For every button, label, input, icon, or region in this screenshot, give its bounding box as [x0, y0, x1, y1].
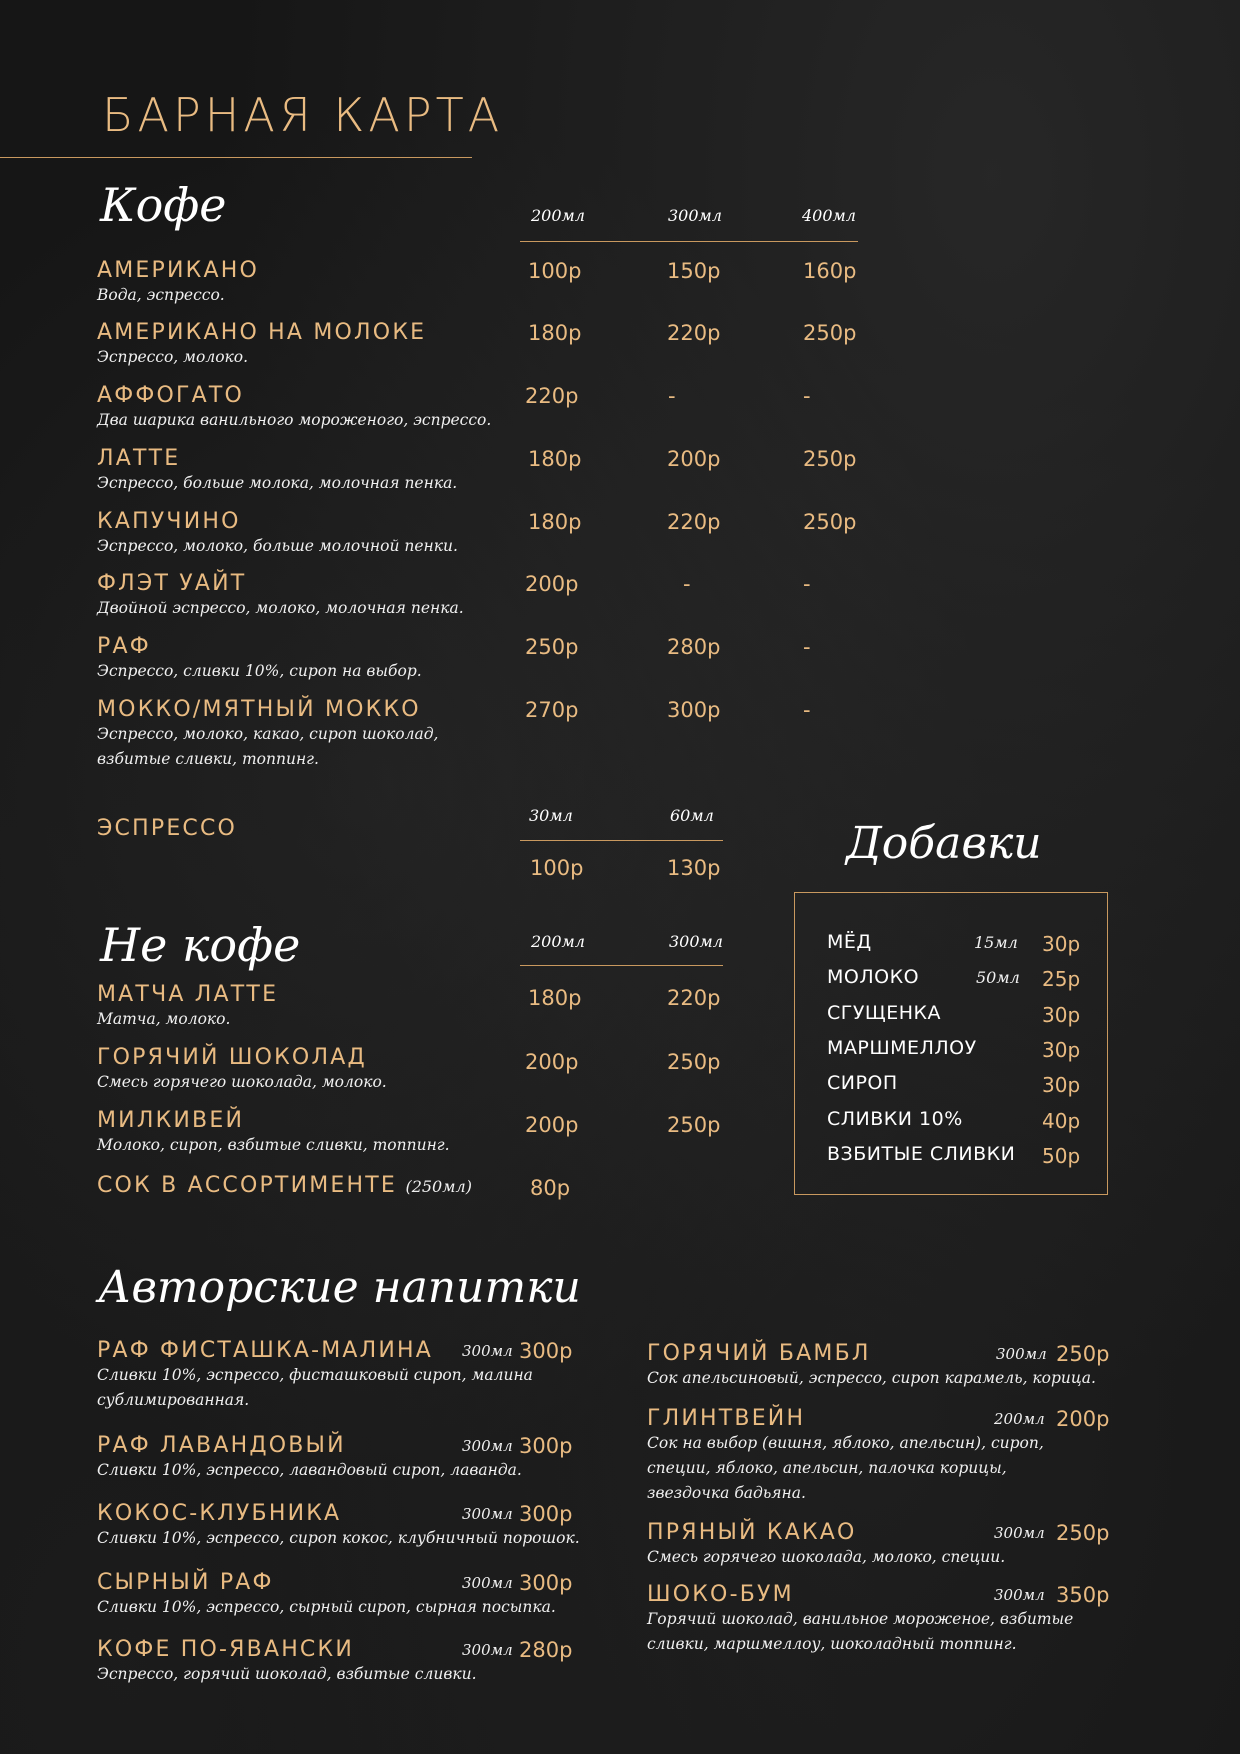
- additive-name: СГУЩЕНКА: [827, 1002, 941, 1024]
- price-300: 150р: [667, 259, 721, 283]
- item-desc: Матча, молоко.: [97, 1010, 231, 1028]
- additive-name: МАРШМЕЛЛОУ: [827, 1037, 977, 1059]
- price-200: 200р: [525, 572, 579, 596]
- juice-price: 80р: [530, 1176, 571, 1200]
- item-name: КОФЕ ПО-ЯВАНСКИ: [97, 1637, 354, 1662]
- additive-name: СИРОП: [827, 1072, 898, 1094]
- additive-volume: 15мл: [974, 933, 1018, 952]
- item-volume: 300мл: [994, 1524, 1045, 1542]
- item-name: ГОРЯЧИЙ БАМБЛ: [647, 1341, 871, 1366]
- price-300: 200р: [667, 447, 721, 471]
- price-300: 300р: [667, 698, 721, 722]
- not-coffee-heading: Не кофе: [100, 918, 301, 972]
- price-200: 180р: [528, 447, 582, 471]
- item-name: ШОКО-БУМ: [647, 1582, 794, 1607]
- price-200: 180р: [528, 321, 582, 345]
- item-desc: Эспрессо, молоко, больше молочной пенки.: [97, 537, 458, 555]
- item-price: 200р: [1056, 1407, 1110, 1431]
- espresso-size-60: 60мл: [670, 806, 714, 825]
- coffee-heading: Кофе: [100, 178, 227, 232]
- additive-price: 30р: [1042, 1003, 1081, 1027]
- item-desc: Сливки 10%, эспрессо, фисташковый сироп, малина сублимированная.: [97, 1366, 533, 1409]
- price-400: -: [803, 698, 811, 722]
- item-volume: 300мл: [994, 1586, 1045, 1604]
- price-300: 280р: [667, 635, 721, 659]
- espresso-size-30: 30мл: [529, 806, 573, 825]
- price-400: -: [803, 572, 811, 596]
- item-price: 300р: [519, 1339, 573, 1363]
- not-coffee-size-200: 200мл: [531, 932, 585, 951]
- menu-item: [97, 446, 457, 496]
- price-200: 200р: [525, 1113, 579, 1137]
- item-volume: 300мл: [996, 1345, 1047, 1363]
- item-name: МОККО/МЯТНЫЙ МОККО: [97, 697, 421, 722]
- item-volume: 300мл: [462, 1505, 513, 1523]
- item-name: КОКОС-КЛУБНИКА: [97, 1501, 342, 1526]
- menu-item: [97, 982, 278, 1032]
- menu-item: [97, 258, 259, 308]
- espresso-price-30: 100р: [530, 856, 584, 880]
- price-200: 220р: [525, 384, 579, 408]
- item-name: АФФОГАТО: [97, 383, 245, 408]
- additive-name: СЛИВКИ 10%: [827, 1108, 963, 1130]
- juice-item: [97, 1173, 472, 1198]
- item-name: РАФ ЛАВАНДОВЫЙ: [97, 1433, 346, 1458]
- coffee-size-300: 300мл: [668, 206, 722, 225]
- item-name: ГЛИНТВЕЙН: [647, 1406, 806, 1431]
- additive-price: 50р: [1042, 1144, 1081, 1168]
- item-name: ГОРЯЧИЙ ШОКОЛАД: [97, 1045, 367, 1070]
- item-price: 300р: [519, 1502, 573, 1526]
- signature-item: [97, 1637, 477, 1687]
- item-name: ФЛЭТ УАЙТ: [97, 571, 247, 596]
- menu-item: [97, 509, 458, 559]
- item-desc: Сливки 10%, эспрессо, сырный сироп, сырная посыпка.: [97, 1598, 556, 1616]
- espresso-name: ЭСПРЕССО: [97, 816, 238, 841]
- item-desc: Вода, эспрессо.: [97, 286, 225, 304]
- espresso-price-60: 130р: [667, 856, 721, 880]
- item-name: ПРЯНЫЙ КАКАО: [647, 1520, 857, 1545]
- signature-heading: Авторские напитки: [98, 1262, 581, 1313]
- price-300: -: [683, 572, 691, 596]
- item-name: МАТЧА ЛАТТЕ: [97, 982, 279, 1007]
- item-desc: Эспрессо, молоко.: [97, 348, 249, 366]
- item-desc: Смесь горячего шоколада, молоко, специи.: [647, 1548, 1006, 1566]
- item-name: СОК В АССОРТИМЕНТЕ: [97, 1173, 397, 1198]
- item-volume: (250мл): [405, 1177, 472, 1196]
- price-200: 200р: [525, 1050, 579, 1074]
- price-400: -: [803, 384, 811, 408]
- item-name: АМЕРИКАНО НА МОЛОКЕ: [97, 320, 427, 345]
- item-name: АМЕРИКАНО: [97, 258, 259, 283]
- menu-item: [97, 1108, 450, 1158]
- title-underline: [0, 157, 472, 158]
- price-400: 250р: [803, 510, 857, 534]
- price-300: 220р: [667, 321, 721, 345]
- item-price: 250р: [1056, 1342, 1110, 1366]
- price-300: 220р: [667, 510, 721, 534]
- item-desc: Молоко, сироп, взбитые сливки, топпинг.: [97, 1136, 450, 1154]
- page-title: БАРНАЯ КАРТА: [102, 88, 504, 142]
- price-300: 220р: [667, 986, 721, 1010]
- price-400: -: [803, 635, 811, 659]
- additive-volume: 50мл: [976, 968, 1020, 987]
- additive-name: МОЛОКО: [827, 966, 920, 988]
- item-name: МИЛКИВЕЙ: [97, 1108, 245, 1133]
- item-volume: 300мл: [462, 1574, 513, 1592]
- price-400: 250р: [803, 321, 857, 345]
- item-desc: Двойной эспрессо, молоко, молочная пенка.: [97, 599, 464, 617]
- additive-price: 30р: [1042, 932, 1081, 956]
- menu-item: [97, 320, 426, 370]
- additive-name: МЁД: [827, 931, 872, 953]
- item-price: 250р: [1056, 1521, 1110, 1545]
- item-price: 300р: [519, 1434, 573, 1458]
- price-400: 160р: [803, 259, 857, 283]
- item-desc: Смесь горячего шоколада, молоко.: [97, 1073, 387, 1091]
- price-300: 250р: [667, 1113, 721, 1137]
- item-desc: Сок апельсиновый, эспрессо, сироп карамель, корица.: [647, 1369, 1096, 1387]
- coffee-size-400: 400мл: [802, 206, 856, 225]
- menu-item: [97, 383, 491, 433]
- item-volume: 200мл: [994, 1410, 1045, 1428]
- additives-heading: Добавки: [846, 818, 1042, 869]
- item-name: РАФ: [97, 634, 151, 659]
- signature-item: [97, 1433, 522, 1483]
- additive-price: 30р: [1042, 1073, 1081, 1097]
- item-desc: Эспрессо, молоко, какао, сироп шоколад, взбитые сливки, топпинг.: [97, 725, 439, 768]
- item-price: 300р: [519, 1571, 573, 1595]
- not-coffee-size-divider: [520, 965, 723, 966]
- item-name: КАПУЧИНО: [97, 509, 241, 534]
- item-volume: 300мл: [462, 1437, 513, 1455]
- menu-item: [97, 571, 464, 621]
- price-400: 250р: [803, 447, 857, 471]
- item-name: РАФ ФИСТАШКА-МАЛИНА: [97, 1338, 434, 1363]
- item-desc: Два шарика ванильного мороженого, эспрессо.: [97, 411, 492, 429]
- item-name: ЛАТТЕ: [97, 446, 181, 471]
- coffee-size-divider: [520, 241, 858, 242]
- not-coffee-size-300: 300мл: [669, 932, 723, 951]
- price-200: 250р: [525, 635, 579, 659]
- item-desc: Эспрессо, горячий шоколад, взбитые сливки.: [97, 1665, 477, 1683]
- price-300: 250р: [667, 1050, 721, 1074]
- item-volume: 300мл: [462, 1641, 513, 1659]
- price-200: 100р: [528, 259, 582, 283]
- price-200: 180р: [528, 510, 582, 534]
- item-desc: Горячий шоколад, ванильное мороженое, взбитые сливки, маршмеллоу, шоколадный топпинг.: [647, 1610, 1074, 1653]
- item-price: 280р: [519, 1638, 573, 1662]
- menu-item: [97, 697, 497, 772]
- item-name: СЫРНЫЙ РАФ: [97, 1570, 274, 1595]
- price-200: 270р: [525, 698, 579, 722]
- item-desc: Эспрессо, больше молока, молочная пенка.: [97, 474, 458, 492]
- additive-name: ВЗБИТЫЕ СЛИВКИ: [827, 1143, 1016, 1165]
- espresso-size-divider: [520, 840, 723, 841]
- price-300: -: [668, 384, 676, 408]
- item-desc: Сливки 10%, эспрессо, сироп кокос, клубничный порошок.: [97, 1529, 580, 1547]
- price-200: 180р: [528, 986, 582, 1010]
- item-desc: Эспрессо, сливки 10%, сироп на выбор.: [97, 662, 422, 680]
- signature-item: [647, 1520, 1005, 1570]
- item-volume: 300мл: [462, 1342, 513, 1360]
- item-price: 350р: [1056, 1583, 1110, 1607]
- menu-item: [97, 634, 422, 684]
- item-desc: Сливки 10%, эспрессо, лавандовый сироп, лаванда.: [97, 1461, 522, 1479]
- item-desc: Сок на выбор (вишня, яблоко, апельсин), сироп, специи, яблоко, апельсин, палочка корицы, звездочка бадьяна.: [647, 1434, 1044, 1502]
- additive-price: 40р: [1042, 1109, 1081, 1133]
- additive-price: 30р: [1042, 1038, 1081, 1062]
- additive-price: 25р: [1042, 967, 1081, 991]
- menu-item: [97, 1045, 387, 1095]
- coffee-size-200: 200мл: [531, 206, 585, 225]
